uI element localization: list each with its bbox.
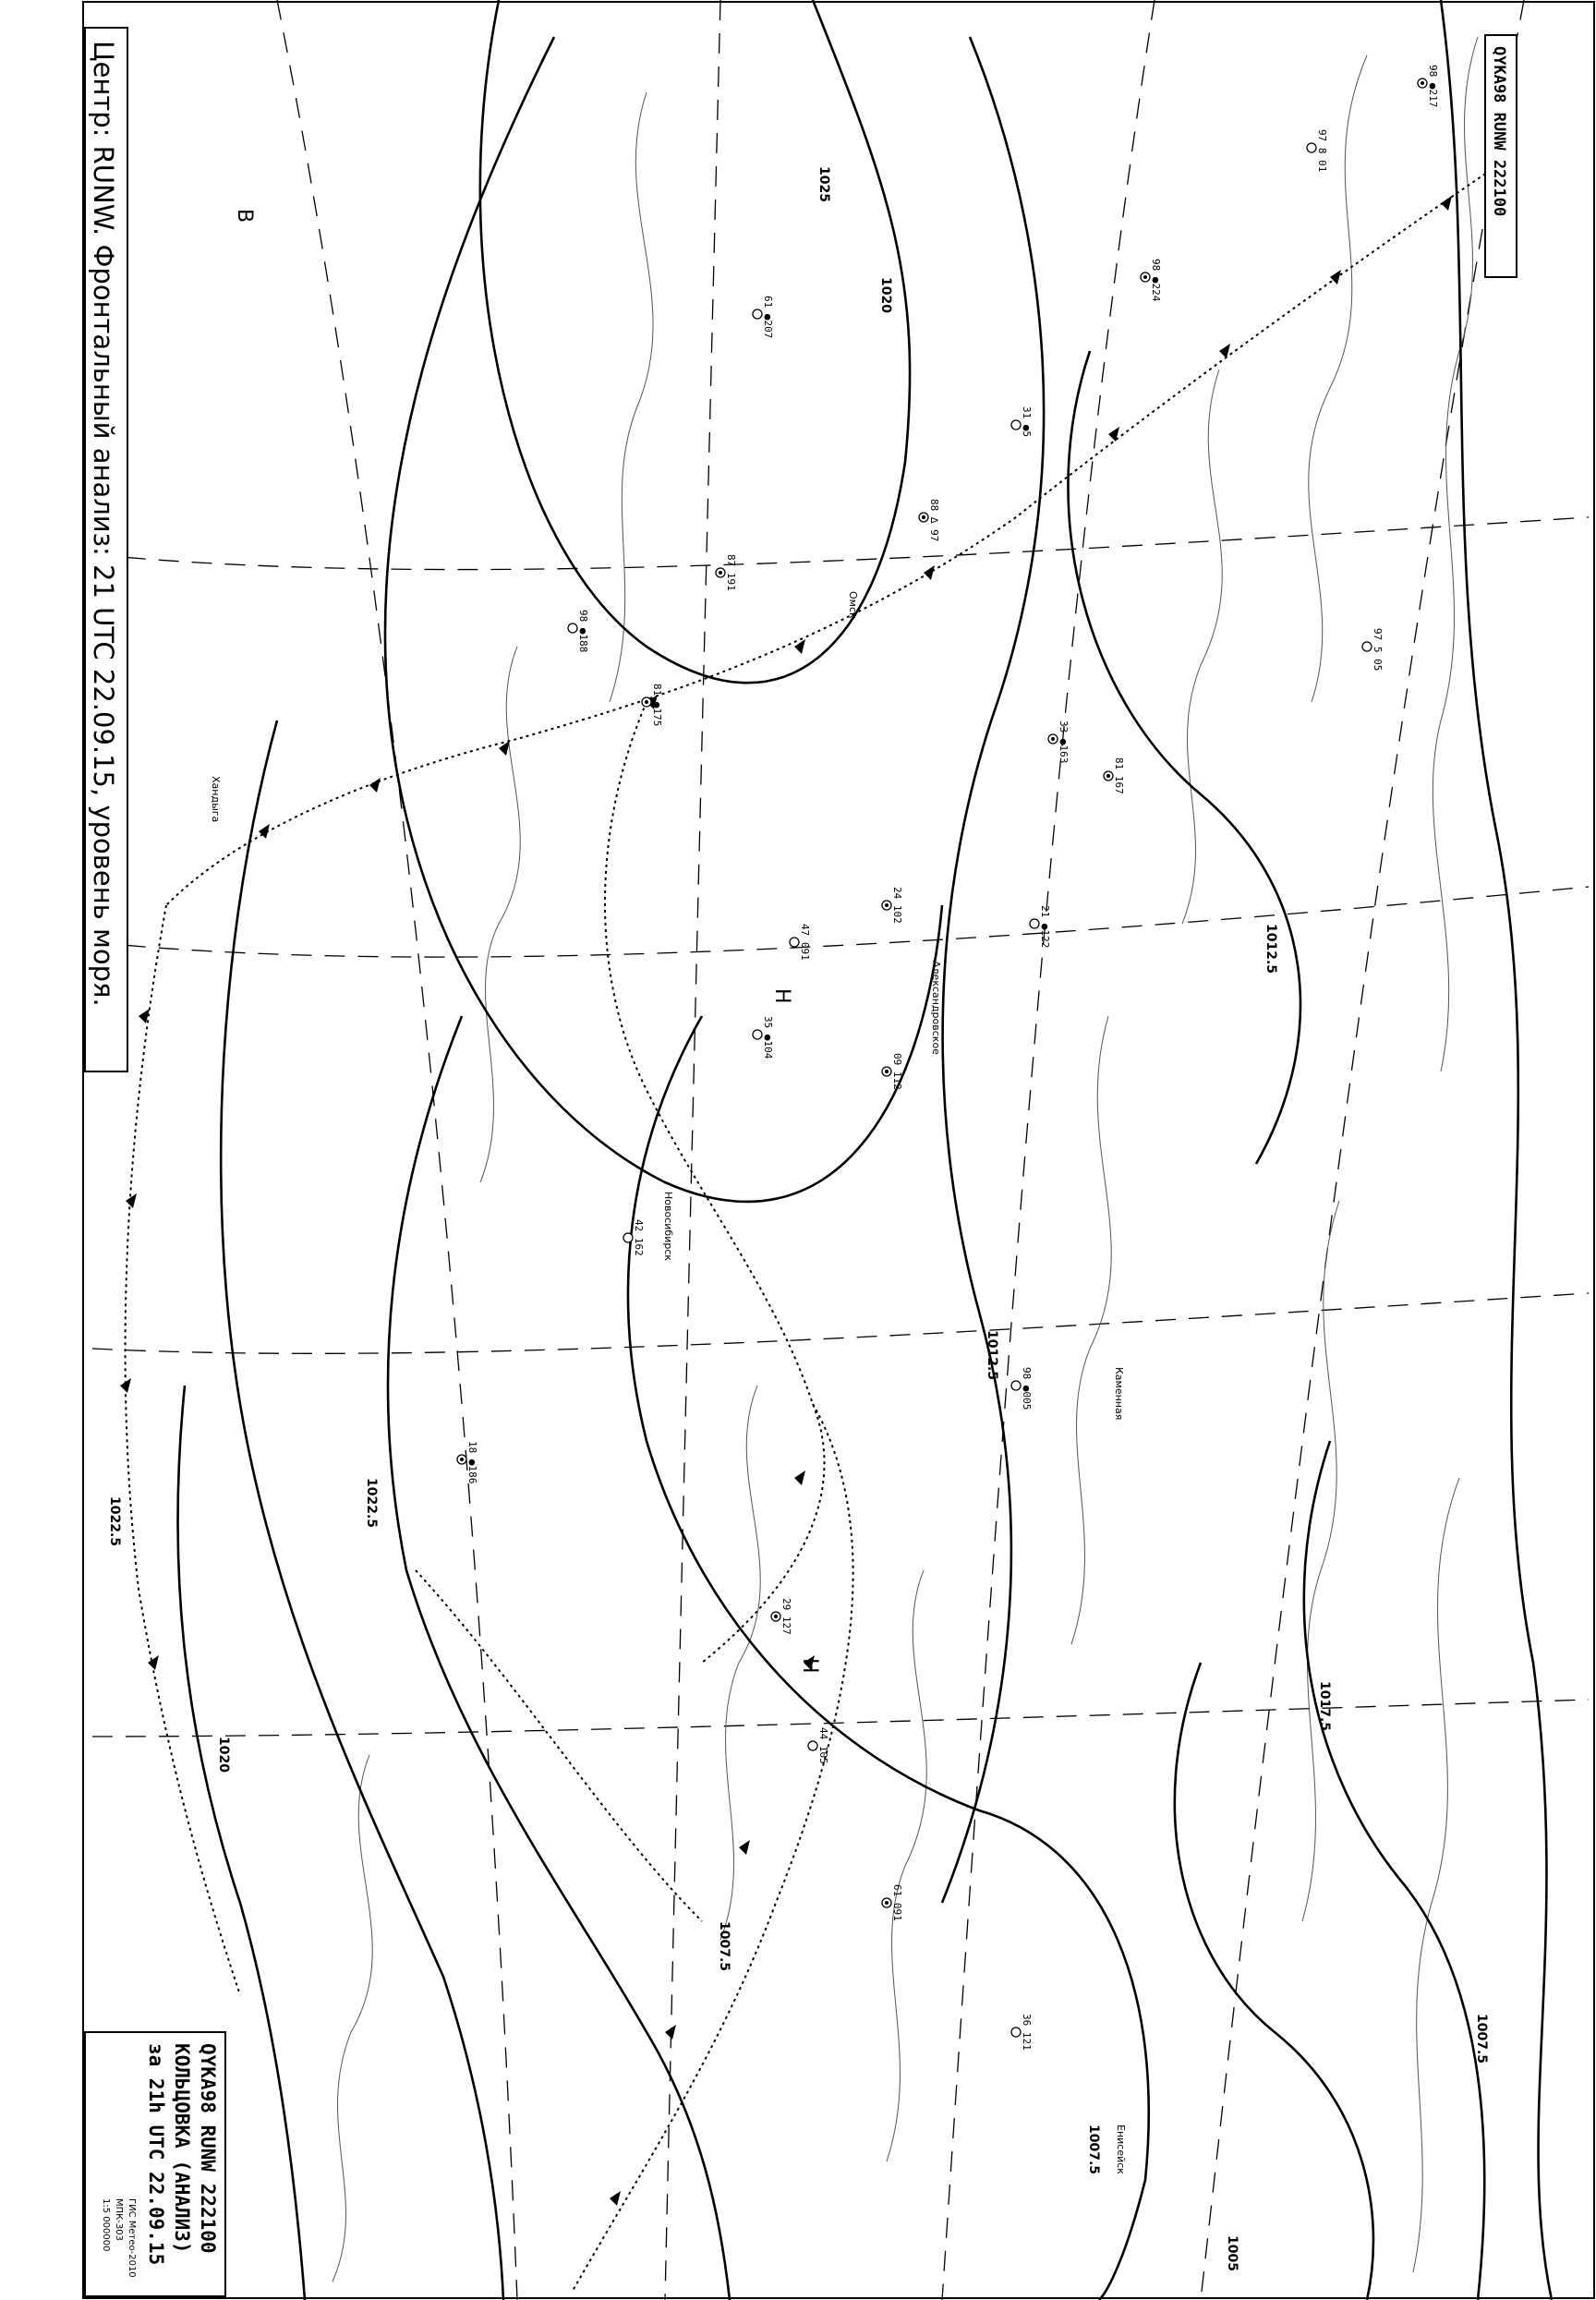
station-marker: [623, 1219, 645, 1256]
station-marker: [1362, 628, 1384, 671]
legend-line-1: QYKA98 RUNW 222100: [197, 2043, 219, 2254]
station-marker: [808, 1727, 829, 1764]
station-report: 18 ●186: [466, 1441, 478, 1484]
place-name: Омск: [847, 591, 859, 619]
isobar-label: 1022.5: [107, 1496, 122, 1547]
station-marker: [1011, 1367, 1033, 1410]
station-marker: [642, 684, 663, 726]
station-report: 21 ●122: [1039, 905, 1051, 949]
station-report: 98 ●188: [577, 610, 589, 653]
station-report: 47 091: [799, 924, 811, 961]
station-report: 98 ●224: [1150, 259, 1162, 302]
isobar-label: 1022.5: [364, 1478, 379, 1529]
isobar-label: 1012.5: [1264, 924, 1278, 974]
station-marker: [1418, 65, 1439, 107]
front-symbols: [120, 196, 1452, 2206]
coastlines: [332, 37, 1478, 2282]
isobar-label: 1025: [816, 166, 831, 202]
station-marker: [716, 554, 737, 591]
station-report: 09 112: [891, 1053, 903, 1090]
place-name: Каменная: [1113, 1367, 1125, 1421]
graticule: [92, 0, 1589, 2300]
station-marker: [1011, 2014, 1033, 2051]
legend-box: [85, 2032, 225, 2296]
station-report: 97 8 01: [1316, 129, 1328, 173]
place-name: Енисейск: [1115, 2124, 1127, 2174]
legend-line-2: КОЛЬЦОВКА (АНАЛИЗ): [171, 2043, 193, 2254]
isobar-label: 1007.5: [717, 1921, 732, 1972]
station-report: 33 ●163: [1058, 720, 1070, 764]
station-marker: [882, 1884, 903, 1921]
station-marker: [1030, 905, 1051, 948]
station-report: 42 162: [633, 1219, 645, 1256]
isobar-label: 1020: [216, 1737, 231, 1773]
pressure-centers: [233, 209, 821, 1674]
map-title: Центр: RUNW. Фронтальный анализ: 21 UTC 22.09.15, уровень моря.: [88, 41, 119, 1007]
station-report: 35 ●104: [762, 1016, 774, 1059]
station-marker: [753, 296, 774, 338]
low-center-marker: Н: [798, 1658, 821, 1674]
station-report: 61 ●207: [762, 296, 774, 339]
station-report: 97 5 05: [1372, 628, 1384, 672]
place-name: Новосибирск: [662, 1192, 674, 1262]
corner-code-box: [1485, 35, 1517, 277]
station-marker: [790, 924, 811, 961]
station-report: 98 ●005: [1021, 1367, 1033, 1410]
station-report: 88 ∆ 97: [928, 499, 940, 542]
station-report: 61 091: [891, 1884, 903, 1921]
fronts: [126, 166, 1496, 2291]
station-report: 44 105: [817, 1727, 829, 1764]
station-marker: [1141, 259, 1162, 302]
legend-software: ГИС Метео-2010: [127, 2198, 137, 2278]
isobar-label: 1012.5: [985, 1330, 999, 1381]
station-marker: [1011, 406, 1033, 437]
place-name: Александровское: [930, 961, 942, 1055]
low-center-marker: Н: [770, 988, 793, 1004]
isobar-label: 1020: [878, 277, 893, 313]
station-marker: [1104, 757, 1125, 794]
station-marker: [1307, 129, 1328, 172]
station-report: 98 ●217: [1427, 65, 1439, 108]
station-report: 81 167: [1113, 757, 1125, 794]
isobar-labels: [107, 166, 1489, 2271]
legend-scale: 1:5 000000: [101, 2198, 111, 2252]
isobar-label: 1007.5: [1086, 2124, 1101, 2175]
station-marker: [568, 610, 589, 652]
station-report: 81 ●175: [651, 684, 663, 727]
station-report: 31 ●5: [1021, 406, 1033, 438]
high-center-marker: В: [233, 209, 256, 224]
station-marker: [753, 1016, 774, 1059]
station-report: 87 191: [725, 554, 737, 591]
station-marker: [771, 1598, 792, 1635]
map-frame: [83, 2, 1594, 2298]
place-names: [210, 591, 1127, 2174]
corner-code: QYKA98 RUNW 222100: [1490, 46, 1508, 217]
station-marker: [457, 1441, 478, 1483]
place-name: Хандыга: [210, 776, 222, 823]
station-marker: [882, 887, 903, 924]
station-plots: [457, 65, 1439, 2051]
legend-system: МПК-303: [114, 2198, 124, 2241]
station-report: 36 121: [1021, 2014, 1033, 2051]
isobar-label: 1017.5: [1317, 1681, 1332, 1732]
station-report: 29 127: [780, 1598, 792, 1635]
station-marker: [919, 499, 940, 541]
station-report: 24 102: [891, 887, 903, 924]
station-marker: [1048, 720, 1070, 763]
isobar-label: 1005: [1225, 2235, 1239, 2271]
map-title-box: [85, 28, 127, 1071]
legend-line-3: за 21h UTC 22.09.15: [145, 2043, 167, 2266]
station-marker: [882, 1053, 903, 1090]
isobar-label: 1007.5: [1474, 2014, 1489, 2064]
